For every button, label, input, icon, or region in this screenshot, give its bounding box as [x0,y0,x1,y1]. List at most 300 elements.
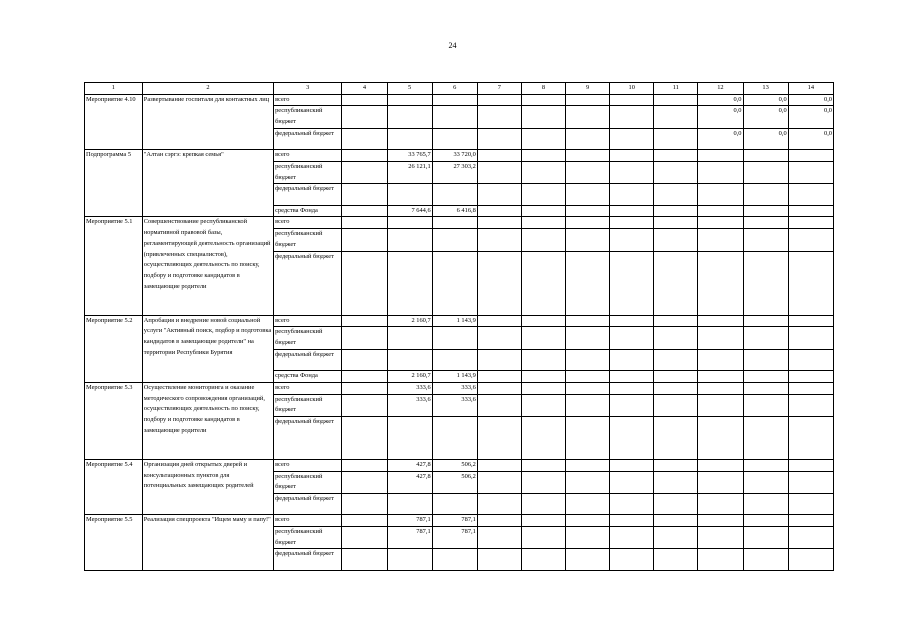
cell-col-13 [743,184,788,205]
cell-col-14 [788,205,833,217]
cell-col-12 [698,217,743,229]
column-header-8: 8 [521,83,565,95]
table-row [85,94,834,106]
cell-col-9 [566,471,610,493]
cell-col-6 [432,349,477,370]
cell-col-5 [387,251,432,315]
cell-col-4 [342,106,387,128]
cell-col-5 [387,493,432,514]
cell-col-9 [566,184,610,205]
cell-col-6: 6 416,8 [432,205,477,217]
cell-col-7 [477,394,521,416]
cell-col-4 [342,417,387,460]
column-header-12: 12 [698,83,743,95]
cell-col-8 [521,382,565,394]
cell-col-2: Апробация и внедрение новой социальной услуги "Активный поиск, подбор и подготовка кандидатов в замещающие родители" на территории Республики Бурятия [142,315,273,382]
budget-table [84,82,834,571]
cell-col-8 [521,161,565,183]
cell-col-2: Организация дней открытых дверей и консультационных пунктов для потенциальных замещающих родителей [142,459,273,515]
cell-col-3: всего [274,382,342,394]
cell-col-11 [654,217,698,229]
cell-col-14 [788,417,833,460]
cell-col-1: Подпрограмма 5 [85,150,143,217]
cell-col-6 [432,229,477,251]
cell-col-12 [698,471,743,493]
cell-col-12 [698,150,743,162]
cell-col-14 [788,315,833,327]
cell-col-7 [477,349,521,370]
column-header-2: 2 [142,83,273,95]
cell-col-7 [477,549,521,570]
cell-col-6 [432,184,477,205]
cell-col-13 [743,229,788,251]
cell-col-9 [566,493,610,514]
cell-col-10 [610,459,654,471]
cell-col-3: федеральный бюджет [274,493,342,514]
cell-col-10 [610,417,654,460]
cell-col-11 [654,371,698,383]
cell-col-5: 33 765,7 [387,150,432,162]
cell-col-12 [698,382,743,394]
cell-col-3: всего [274,94,342,106]
cell-col-11 [654,417,698,460]
cell-col-11 [654,549,698,570]
cell-col-11 [654,251,698,315]
cell-col-5: 787,1 [387,527,432,549]
cell-col-11 [654,459,698,471]
cell-col-12 [698,493,743,514]
cell-col-3: всего [274,150,342,162]
cell-col-4 [342,315,387,327]
cell-col-3: республиканский бюджет [274,161,342,183]
cell-col-8 [521,251,565,315]
cell-col-4 [342,327,387,349]
cell-col-12 [698,527,743,549]
cell-col-6 [432,549,477,570]
cell-col-8 [521,184,565,205]
cell-col-10 [610,161,654,183]
cell-col-4 [342,205,387,217]
cell-col-9 [566,371,610,383]
cell-col-4 [342,217,387,229]
cell-col-10 [610,94,654,106]
cell-col-13: 0,0 [743,94,788,106]
cell-col-11 [654,471,698,493]
cell-col-9 [566,128,610,149]
cell-col-4 [342,549,387,570]
column-header-13: 13 [743,83,788,95]
cell-col-3: федеральный бюджет [274,417,342,460]
cell-col-8 [521,349,565,370]
cell-col-12 [698,371,743,383]
cell-col-11 [654,382,698,394]
cell-col-13 [743,459,788,471]
cell-col-4 [342,229,387,251]
cell-col-3: республиканский бюджет [274,106,342,128]
cell-col-5 [387,549,432,570]
cell-col-5 [387,184,432,205]
cell-col-10 [610,251,654,315]
cell-col-5: 427,8 [387,459,432,471]
cell-col-7 [477,471,521,493]
cell-col-9 [566,150,610,162]
cell-col-2: Развертывание госпиталя для контактных лиц [142,94,273,150]
cell-col-13: 0,0 [743,128,788,149]
cell-col-5: 7 644,6 [387,205,432,217]
cell-col-6: 1 143,9 [432,315,477,327]
cell-col-1: Мероприятие 5.1 [85,217,143,315]
cell-col-1: Мероприятие 5.4 [85,459,143,515]
cell-col-8 [521,217,565,229]
cell-col-8 [521,150,565,162]
cell-col-3: республиканский бюджет [274,394,342,416]
cell-col-3: республиканский бюджет [274,527,342,549]
cell-col-4 [342,459,387,471]
cell-col-14 [788,382,833,394]
cell-col-11 [654,229,698,251]
cell-col-3: федеральный бюджет [274,128,342,149]
cell-col-12: 0,0 [698,106,743,128]
cell-col-7 [477,251,521,315]
cell-col-6: 506,2 [432,471,477,493]
cell-col-3: всего [274,217,342,229]
cell-col-6 [432,251,477,315]
cell-col-8 [521,229,565,251]
cell-col-4 [342,527,387,549]
cell-col-6: 333,6 [432,394,477,416]
cell-col-14 [788,527,833,549]
cell-col-6 [432,327,477,349]
cell-col-11 [654,527,698,549]
cell-col-13 [743,327,788,349]
cell-col-5 [387,217,432,229]
cell-col-13 [743,371,788,383]
cell-col-4 [342,251,387,315]
cell-col-13 [743,217,788,229]
cell-col-14 [788,549,833,570]
cell-col-8 [521,417,565,460]
cell-col-11 [654,493,698,514]
cell-col-5: 2 160,7 [387,371,432,383]
cell-col-14 [788,371,833,383]
table-row [85,515,834,527]
cell-col-11 [654,349,698,370]
cell-col-12 [698,251,743,315]
cell-col-7 [477,382,521,394]
cell-col-8 [521,549,565,570]
cell-col-11 [654,515,698,527]
cell-col-10 [610,315,654,327]
cell-col-12 [698,417,743,460]
column-header-6: 6 [432,83,477,95]
cell-col-12 [698,229,743,251]
cell-col-9 [566,161,610,183]
cell-col-6: 1 143,9 [432,371,477,383]
cell-col-9 [566,106,610,128]
cell-col-7 [477,106,521,128]
cell-col-10 [610,349,654,370]
column-header-1: 1 [85,83,143,95]
cell-col-9 [566,394,610,416]
cell-col-13 [743,549,788,570]
cell-col-8 [521,527,565,549]
cell-col-14 [788,515,833,527]
cell-col-6: 333,6 [432,382,477,394]
cell-col-3: федеральный бюджет [274,251,342,315]
cell-col-9 [566,515,610,527]
cell-col-13 [743,471,788,493]
cell-col-8 [521,394,565,416]
cell-col-3: всего [274,315,342,327]
cell-col-12 [698,161,743,183]
cell-col-14 [788,251,833,315]
cell-col-8 [521,327,565,349]
cell-col-6 [432,94,477,106]
cell-col-14 [788,217,833,229]
cell-col-3: средства Фонда [274,205,342,217]
cell-col-10 [610,217,654,229]
cell-col-12 [698,394,743,416]
cell-col-4 [342,128,387,149]
cell-col-4 [342,382,387,394]
cell-col-11 [654,205,698,217]
cell-col-5: 787,1 [387,515,432,527]
cell-col-5: 333,6 [387,382,432,394]
page-number: 24 [448,41,457,50]
cell-col-10 [610,371,654,383]
cell-col-5: 2 160,7 [387,315,432,327]
cell-col-7 [477,371,521,383]
cell-col-11 [654,94,698,106]
cell-col-8 [521,128,565,149]
table-row [85,150,834,162]
cell-col-14 [788,184,833,205]
cell-col-10 [610,150,654,162]
cell-col-12 [698,184,743,205]
cell-col-7 [477,515,521,527]
cell-col-14: 0,0 [788,106,833,128]
cell-col-10 [610,527,654,549]
cell-col-8 [521,205,565,217]
cell-col-13 [743,205,788,217]
cell-col-9 [566,94,610,106]
cell-col-4 [342,515,387,527]
cell-col-10 [610,471,654,493]
cell-col-7 [477,128,521,149]
cell-col-12 [698,205,743,217]
cell-col-2: "Алтан сэргэ: крепкая семья" [142,150,273,217]
cell-col-4 [342,161,387,183]
cell-col-5: 427,8 [387,471,432,493]
cell-col-5 [387,94,432,106]
cell-col-3: всего [274,515,342,527]
cell-col-5: 26 121,1 [387,161,432,183]
cell-col-10 [610,549,654,570]
cell-col-9 [566,459,610,471]
cell-col-5 [387,417,432,460]
cell-col-14 [788,161,833,183]
cell-col-1: Мероприятие 5.3 [85,382,143,459]
cell-col-1: Мероприятие 4.10 [85,94,143,150]
cell-col-12 [698,349,743,370]
cell-col-10 [610,205,654,217]
cell-col-3: республиканский бюджет [274,229,342,251]
cell-col-12 [698,327,743,349]
cell-col-9 [566,205,610,217]
cell-col-7 [477,327,521,349]
cell-col-10 [610,327,654,349]
cell-col-9 [566,251,610,315]
cell-col-13 [743,349,788,370]
cell-col-10 [610,184,654,205]
cell-col-12 [698,459,743,471]
cell-col-10 [610,229,654,251]
cell-col-7 [477,229,521,251]
cell-col-9 [566,229,610,251]
cell-col-14 [788,493,833,514]
header-row [85,83,834,95]
cell-col-8 [521,471,565,493]
cell-col-6 [432,417,477,460]
cell-col-8 [521,106,565,128]
cell-col-4 [342,94,387,106]
cell-col-11 [654,315,698,327]
cell-col-11 [654,184,698,205]
cell-col-9 [566,382,610,394]
cell-col-7 [477,417,521,460]
table-row [85,217,834,229]
cell-col-14 [788,471,833,493]
cell-col-14: 0,0 [788,128,833,149]
cell-col-4 [342,394,387,416]
cell-col-4 [342,371,387,383]
cell-col-3: федеральный бюджет [274,349,342,370]
cell-col-10 [610,515,654,527]
cell-col-5 [387,229,432,251]
cell-col-6: 506,2 [432,459,477,471]
cell-col-8 [521,459,565,471]
cell-col-9 [566,417,610,460]
cell-col-14: 0,0 [788,94,833,106]
column-header-3: 3 [274,83,342,95]
cell-col-6: 787,1 [432,527,477,549]
cell-col-11 [654,327,698,349]
cell-col-8 [521,94,565,106]
cell-col-11 [654,128,698,149]
cell-col-3: республиканский бюджет [274,471,342,493]
cell-col-6: 787,1 [432,515,477,527]
cell-col-5 [387,128,432,149]
cell-col-13 [743,150,788,162]
cell-col-6: 33 720,0 [432,150,477,162]
cell-col-4 [342,150,387,162]
cell-col-7 [477,527,521,549]
cell-col-3: средства Фонда [274,371,342,383]
column-header-7: 7 [477,83,521,95]
cell-col-4 [342,349,387,370]
cell-col-9 [566,315,610,327]
cell-col-10 [610,394,654,416]
cell-col-3: всего [274,459,342,471]
cell-col-14 [788,459,833,471]
cell-col-1: Мероприятие 5.5 [85,515,143,571]
cell-col-10 [610,128,654,149]
cell-col-7 [477,217,521,229]
cell-col-13 [743,315,788,327]
cell-col-11 [654,161,698,183]
cell-col-13: 0,0 [743,106,788,128]
cell-col-6 [432,493,477,514]
column-header-5: 5 [387,83,432,95]
cell-col-1: Мероприятие 5.2 [85,315,143,382]
cell-col-9 [566,527,610,549]
cell-col-5: 333,6 [387,394,432,416]
cell-col-11 [654,106,698,128]
cell-col-7 [477,150,521,162]
cell-col-7 [477,184,521,205]
table-row [85,315,834,327]
cell-col-5 [387,106,432,128]
cell-col-14 [788,349,833,370]
cell-col-12 [698,549,743,570]
cell-col-4 [342,493,387,514]
cell-col-13 [743,417,788,460]
cell-col-7 [477,493,521,514]
cell-col-4 [342,471,387,493]
cell-col-2: Реализация спецпроекта "Ищем маму и папу!" [142,515,273,571]
cell-col-7 [477,315,521,327]
cell-col-12 [698,515,743,527]
cell-col-6 [432,217,477,229]
cell-col-8 [521,515,565,527]
cell-col-3: республиканский бюджет [274,327,342,349]
cell-col-13 [743,527,788,549]
cell-col-2: Совершенствование республиканской нормативной правовой базы, регламентирующей деятельность организаций (привлеченных специалистов), осуществляющих деятельность по поиску, подбору и подготовке кандидатов в замещающие родители [142,217,273,315]
cell-col-8 [521,315,565,327]
cell-col-13 [743,394,788,416]
cell-col-14 [788,150,833,162]
table-row [85,459,834,471]
cell-col-4 [342,184,387,205]
column-header-11: 11 [654,83,698,95]
cell-col-9 [566,327,610,349]
cell-col-3: федеральный бюджет [274,549,342,570]
cell-col-8 [521,371,565,383]
cell-col-3: федеральный бюджет [274,184,342,205]
cell-col-12 [698,315,743,327]
cell-col-6: 27 303,2 [432,161,477,183]
cell-col-10 [610,382,654,394]
cell-col-14 [788,394,833,416]
cell-col-14 [788,229,833,251]
cell-col-13 [743,251,788,315]
cell-col-7 [477,459,521,471]
cell-col-2: Осуществление мониторинга и оказание методического сопровождения организаций, осуществляющих деятельность по поиску, подбору и подготовке кандидатов в замещающие родители [142,382,273,459]
cell-col-14 [788,327,833,349]
cell-col-13 [743,493,788,514]
cell-col-13 [743,515,788,527]
cell-col-8 [521,493,565,514]
cell-col-9 [566,217,610,229]
cell-col-13 [743,382,788,394]
cell-col-11 [654,150,698,162]
table-row [85,382,834,394]
cell-col-6 [432,106,477,128]
cell-col-7 [477,161,521,183]
column-header-9: 9 [566,83,610,95]
cell-col-5 [387,327,432,349]
cell-col-6 [432,128,477,149]
